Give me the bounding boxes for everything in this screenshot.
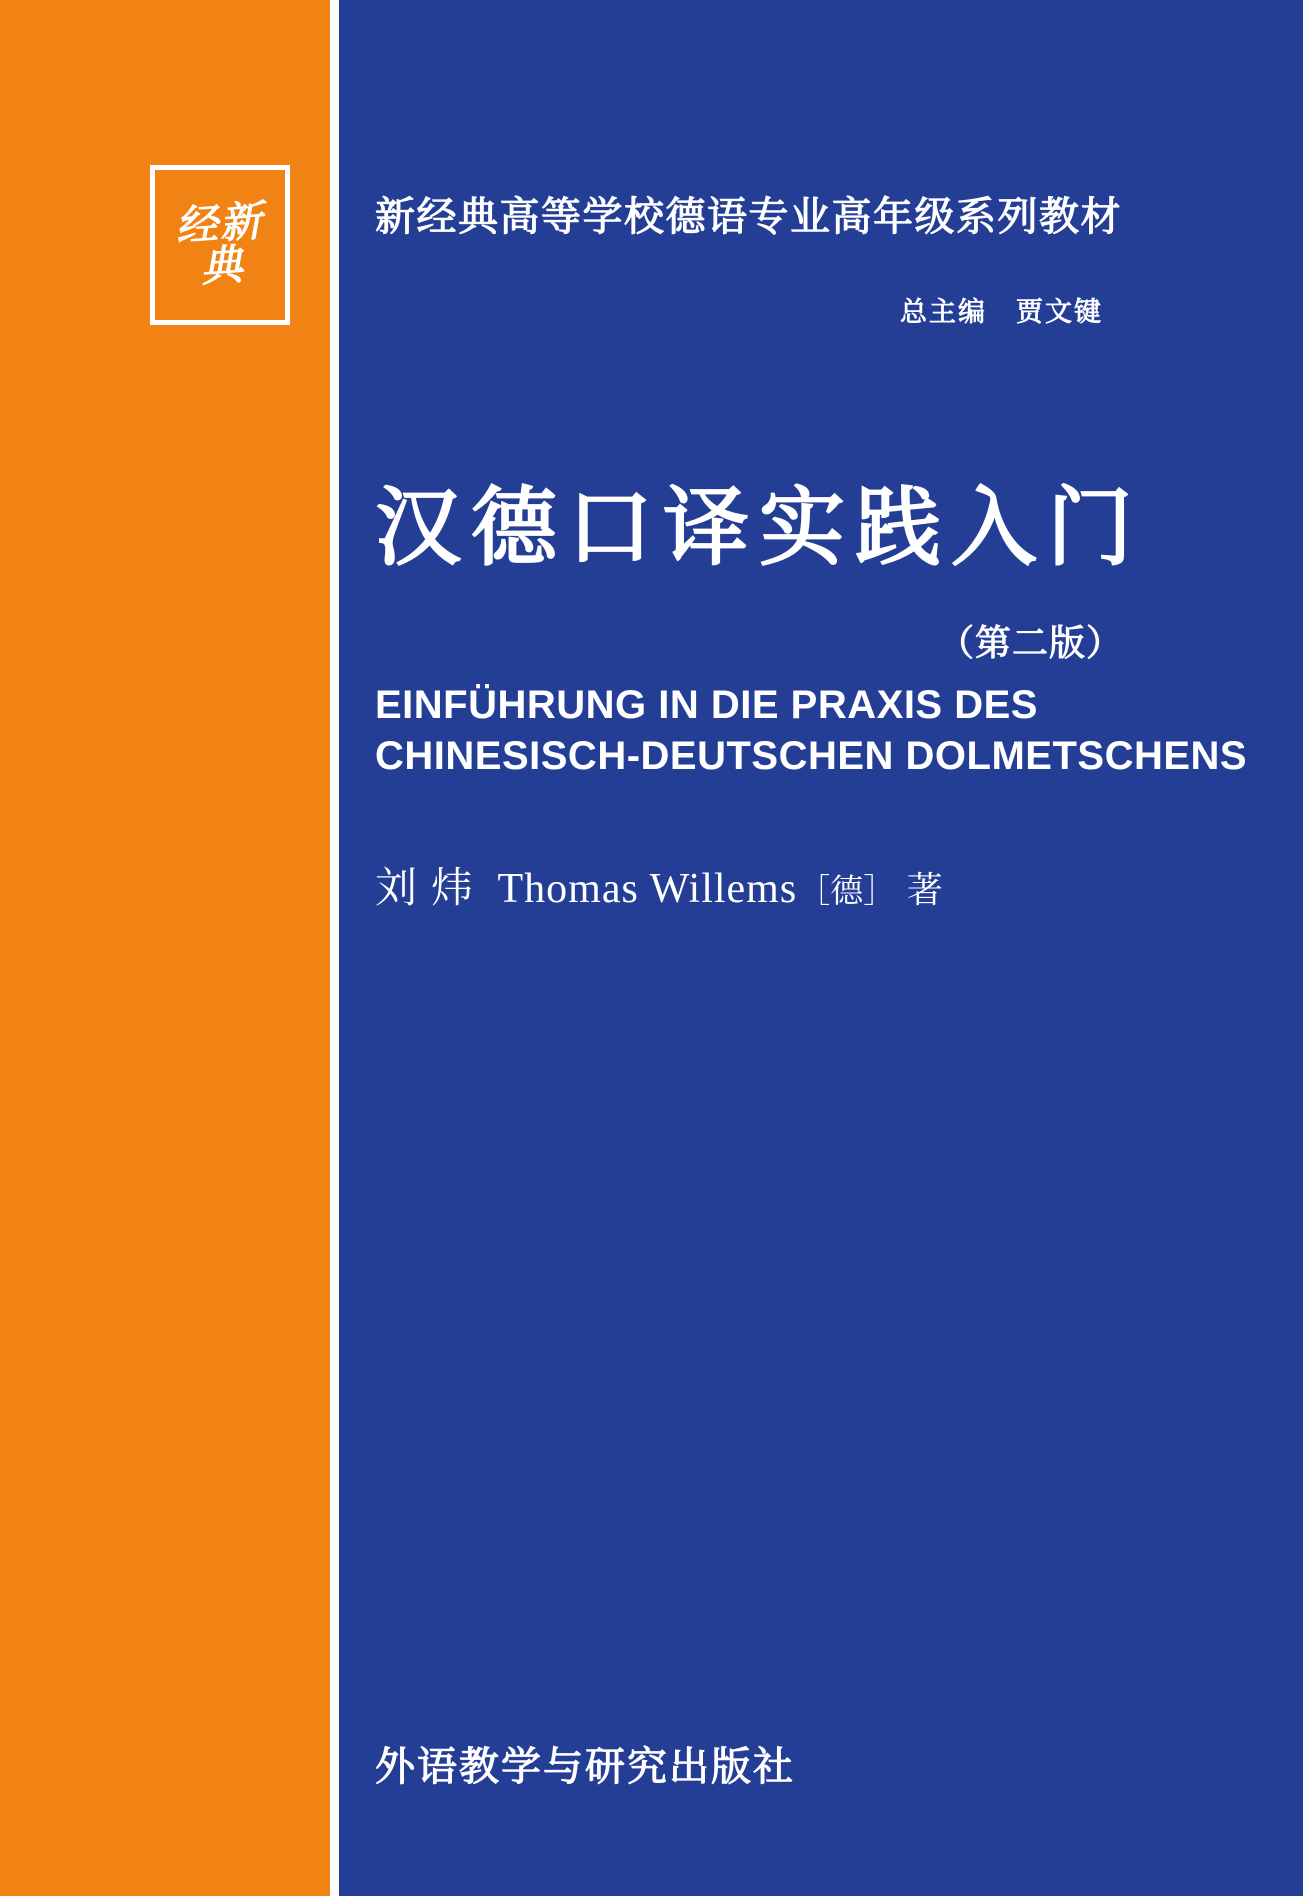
author-line (375, 855, 943, 915)
series-title: 新经典高等学校德语专业高年级系列教材 (375, 194, 1122, 240)
page-title: 汉德口译实践入门 (375, 478, 1143, 578)
author-chinese: 刘炜 (375, 863, 488, 912)
seal-char-top-right: 新 (217, 196, 264, 248)
series-editor: 总主编 贾文键 (900, 297, 1103, 328)
publisher-name: 外语教学与研究出版社 (375, 1744, 795, 1790)
subtitle-line-1: EINFÜHRUNG IN DIE PRAXIS DES (375, 683, 1038, 727)
seal-logo-icon (150, 165, 290, 325)
seal-characters (173, 196, 266, 292)
author-role: 著 (906, 870, 943, 911)
subtitle-line-2: CHINESISCH-DEUTSCHEN DOLMETSCHENS (375, 734, 1248, 779)
author-german: Thomas Willems (497, 866, 798, 912)
band-separator (330, 0, 339, 1896)
seal-char-bottom-left: 典 (198, 239, 245, 292)
author-country: ［德］ (797, 871, 897, 910)
edition-label: （第二版） (937, 623, 1123, 664)
subtitle (375, 680, 1247, 782)
seal-char-top-left: 经 (173, 199, 220, 251)
